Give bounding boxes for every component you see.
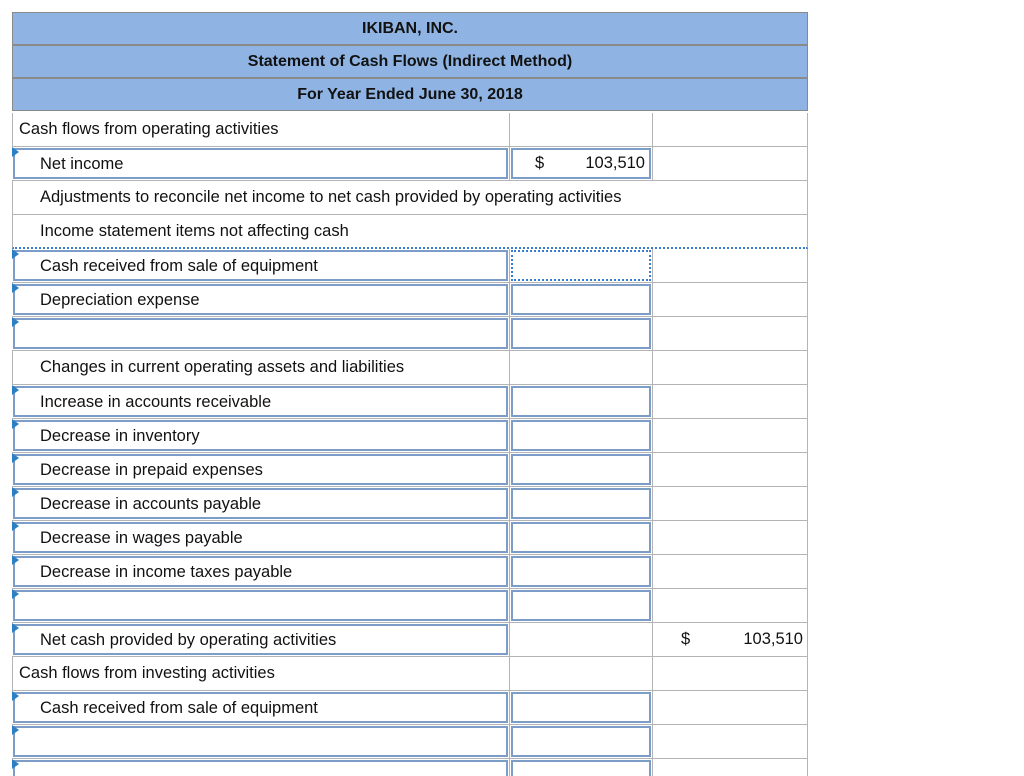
- table-row: [12, 283, 808, 317]
- table-row: [12, 317, 808, 351]
- table-row: [12, 215, 808, 249]
- dropdown-marker-icon: [12, 419, 19, 429]
- net-operating-label-input[interactable]: [13, 624, 508, 655]
- table-row: [12, 351, 808, 385]
- currency-symbol: $: [681, 630, 691, 648]
- changes-heading: Changes in current operating assets and liabilities: [40, 358, 405, 376]
- dropdown-marker-icon: [12, 759, 19, 769]
- table-row: [12, 623, 808, 657]
- dropdown-marker-icon: [12, 249, 19, 259]
- investing-sale-amount-input[interactable]: [511, 692, 651, 723]
- table-row: [12, 759, 808, 776]
- blank-amount-input[interactable]: [511, 726, 651, 757]
- operating-heading: Cash flows from operating activities: [19, 120, 279, 138]
- table-row: [12, 147, 808, 181]
- decrease-wages-label: Decrease in wages payable: [40, 529, 243, 547]
- dropdown-marker-icon: [12, 623, 19, 633]
- decrease-taxes-amount-input[interactable]: [511, 556, 651, 587]
- table-row: [12, 453, 808, 487]
- table-row: [12, 181, 808, 215]
- blank-amount-input[interactable]: [511, 590, 651, 621]
- decrease-inventory-amount-input[interactable]: [511, 420, 651, 451]
- table-row: [12, 521, 808, 555]
- sale-equipment-amount-input[interactable]: [511, 250, 651, 281]
- investing-sale-label-input[interactable]: [13, 692, 508, 723]
- depreciation-label: Depreciation expense: [40, 291, 200, 309]
- adjustments-heading: Adjustments to reconcile net income to net cash provided by operating activities: [40, 188, 622, 206]
- dropdown-marker-icon: [12, 283, 19, 293]
- blank-label-input[interactable]: [13, 726, 508, 757]
- dropdown-marker-icon: [12, 385, 19, 395]
- table-row: [12, 487, 808, 521]
- table-row: [12, 589, 808, 623]
- decrease-taxes-label: Decrease in income taxes payable: [40, 563, 293, 581]
- blank-label-input[interactable]: [13, 760, 508, 776]
- table-row: [12, 249, 808, 283]
- blank-label-input[interactable]: [13, 590, 508, 621]
- table-row: [12, 657, 808, 691]
- depreciation-amount-input[interactable]: [511, 284, 651, 315]
- sale-equipment-label: Cash received from sale of equipment: [40, 257, 318, 275]
- dropdown-marker-icon: [12, 147, 19, 157]
- table-row: [12, 385, 808, 419]
- dropdown-marker-icon: [12, 725, 19, 735]
- decrease-ap-amount-input[interactable]: [511, 488, 651, 519]
- decrease-prepaid-amount-input[interactable]: [511, 454, 651, 485]
- dropdown-marker-icon: [12, 691, 19, 701]
- investing-heading: Cash flows from investing activities: [19, 664, 275, 682]
- net-income-amount-input[interactable]: [511, 148, 651, 179]
- dropdown-marker-icon: [12, 589, 19, 599]
- net-income-label: Net income: [40, 155, 124, 173]
- blank-amount-input[interactable]: [511, 318, 651, 349]
- investing-sale-label: Cash received from sale of equipment: [40, 699, 318, 717]
- decrease-ap-label: Decrease in accounts payable: [40, 495, 262, 513]
- blank-label-input[interactable]: [13, 318, 508, 349]
- table-row: [12, 725, 808, 759]
- cash-flow-statement: [12, 12, 808, 776]
- dropdown-marker-icon: [12, 453, 19, 463]
- decrease-wages-label-input[interactable]: [13, 522, 508, 553]
- net-operating-amount: 103,510: [743, 630, 803, 648]
- dropdown-marker-icon: [12, 487, 19, 497]
- net-operating-label: Net cash provided by operating activities: [40, 631, 337, 649]
- decrease-inventory-label-input[interactable]: [13, 420, 508, 451]
- decrease-prepaid-label-input[interactable]: [13, 454, 508, 485]
- statement-period: For Year Ended June 30, 2018: [12, 78, 808, 111]
- dropdown-marker-icon: [12, 521, 19, 531]
- dropdown-marker-icon: [12, 317, 19, 327]
- sale-equipment-label-input[interactable]: [13, 250, 508, 281]
- statement-title: Statement of Cash Flows (Indirect Method): [12, 45, 808, 78]
- noncash-heading: Income statement items not affecting cash: [40, 222, 349, 240]
- company-name: IKIBAN, INC.: [12, 12, 808, 45]
- decrease-inventory-label: Decrease in inventory: [40, 427, 200, 445]
- increase-ar-label-input[interactable]: [13, 386, 508, 417]
- depreciation-label-input[interactable]: [13, 284, 508, 315]
- decrease-prepaid-label: Decrease in prepaid expenses: [40, 461, 263, 479]
- table-row: [12, 691, 808, 725]
- decrease-ap-label-input[interactable]: [13, 488, 508, 519]
- net-income-label-input[interactable]: [13, 148, 508, 179]
- dropdown-marker-icon: [12, 555, 19, 565]
- increase-ar-amount-input[interactable]: [511, 386, 651, 417]
- net-income-amount: 103,510: [585, 154, 645, 172]
- increase-ar-label: Increase in accounts receivable: [40, 393, 272, 411]
- table-row: [12, 419, 808, 453]
- table-row: [12, 555, 808, 589]
- table-row: [12, 113, 808, 147]
- blank-amount-input[interactable]: [511, 760, 651, 776]
- decrease-taxes-label-input[interactable]: [13, 556, 508, 587]
- decrease-wages-amount-input[interactable]: [511, 522, 651, 553]
- currency-symbol: $: [535, 154, 545, 172]
